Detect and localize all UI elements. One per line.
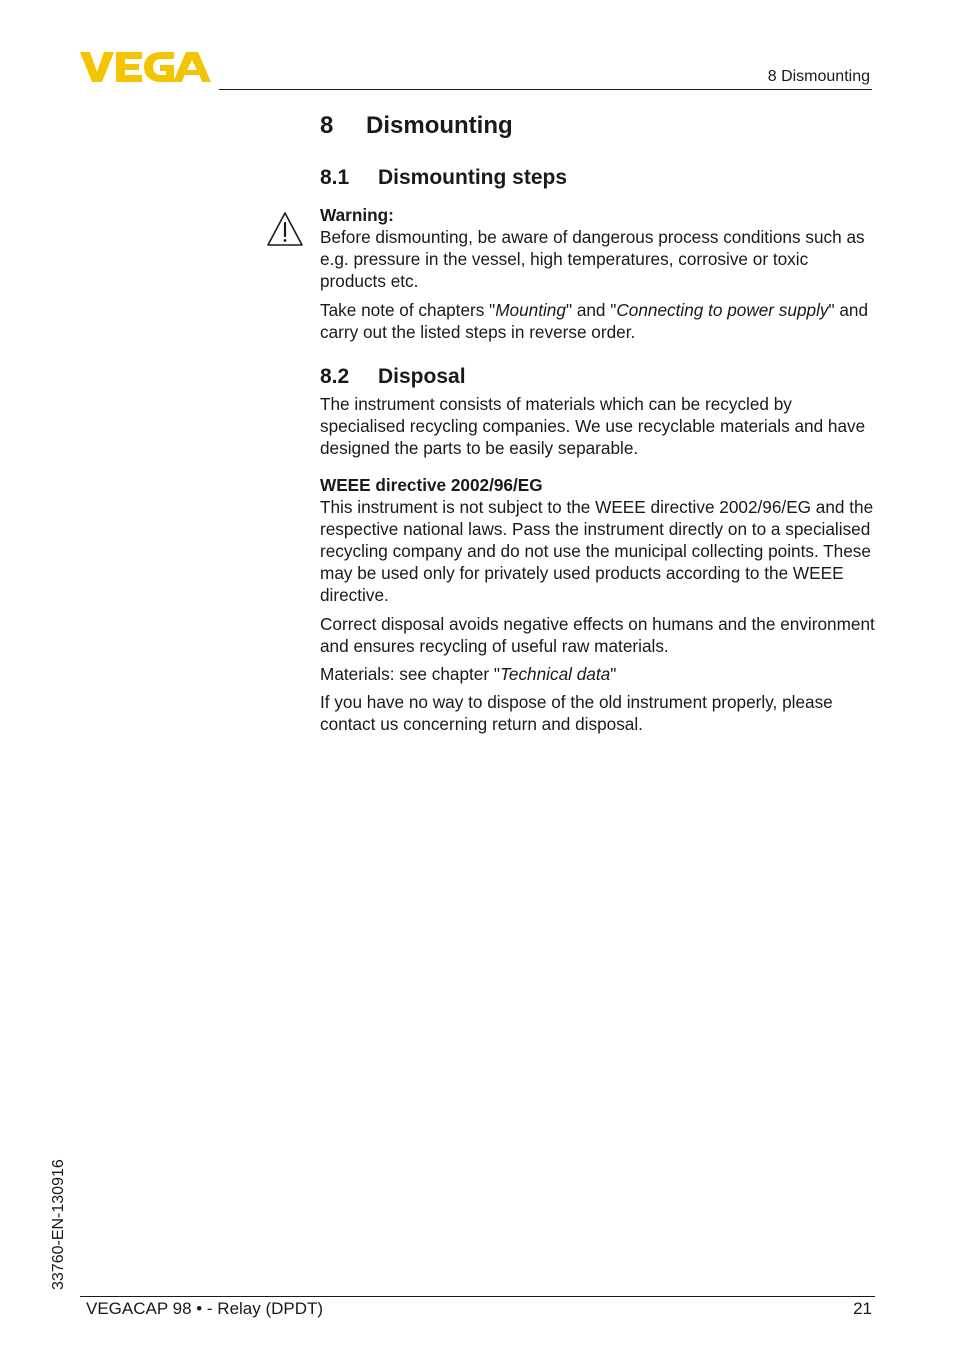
weee-text: This instrument is not subject to the WEEE directive 2002/96/EG and the respective national laws. Pass the instrument directly on to a specialised recycling company and do not use the municipal collecting points. These may be used only for privately used products according to the WEEE directive. bbox=[320, 497, 874, 605]
note-text: " and " bbox=[565, 300, 617, 320]
header-section-title: 8 Dismounting bbox=[767, 68, 870, 85]
warning-triangle-icon bbox=[266, 211, 304, 247]
disposal-intro: The instrument consists of materials which can be recycled by specialised recycling companies. We use recyclable materials and have designed the parts to be easily separable. bbox=[320, 394, 866, 458]
chapter-number: 8 bbox=[320, 112, 334, 139]
correct-disposal-text: Correct disposal avoids negative effects on humans and the environment and ensures recycling of useful raw materials. bbox=[320, 614, 875, 656]
section-title: Disposal bbox=[378, 365, 466, 388]
page-content bbox=[320, 110, 876, 735]
weee-heading: WEEE directive 2002/96/EG bbox=[320, 475, 543, 495]
materials-text: " bbox=[610, 664, 617, 684]
footer-product: VEGACAP 98 • - Relay (DPDT) bbox=[86, 1299, 324, 1318]
technical-data-reference: Technical data bbox=[499, 664, 611, 684]
vega-logo-icon bbox=[80, 50, 212, 84]
materials-text: Materials: see chapter " bbox=[320, 664, 500, 684]
materials-reference bbox=[320, 663, 876, 685]
page-number: 21 bbox=[853, 1299, 872, 1318]
note-text: " and carry out the listed steps in reverse order. bbox=[320, 300, 869, 342]
footer-rule bbox=[80, 1296, 875, 1297]
section-title: Dismounting steps bbox=[378, 166, 568, 189]
section-number: 8.1 bbox=[320, 166, 350, 189]
note-text: Take note of chapters " bbox=[320, 300, 496, 320]
document-id: 33760-EN-130916 bbox=[50, 1159, 67, 1290]
section-heading-disposal bbox=[320, 363, 876, 391]
warning-label: Warning: bbox=[320, 205, 394, 225]
chapter-reference-note bbox=[320, 299, 876, 343]
chapter-title: Dismounting bbox=[366, 112, 513, 139]
contact-text: If you have no way to dispose of the old instrument properly, please contact us concerning return and disposal. bbox=[320, 692, 833, 734]
header-rule bbox=[219, 89, 872, 90]
section-heading-dismounting-steps bbox=[320, 164, 876, 192]
mounting-reference: Mounting bbox=[495, 300, 566, 320]
power-supply-reference: Connecting to power supply bbox=[616, 300, 829, 320]
warning-text: Before dismounting, be aware of dangerous process conditions such as e.g. pressure in the vessel, high temperatures, corrosive or toxic products etc. bbox=[320, 227, 865, 291]
section-number: 8.2 bbox=[320, 365, 350, 388]
chapter-heading bbox=[320, 110, 876, 142]
